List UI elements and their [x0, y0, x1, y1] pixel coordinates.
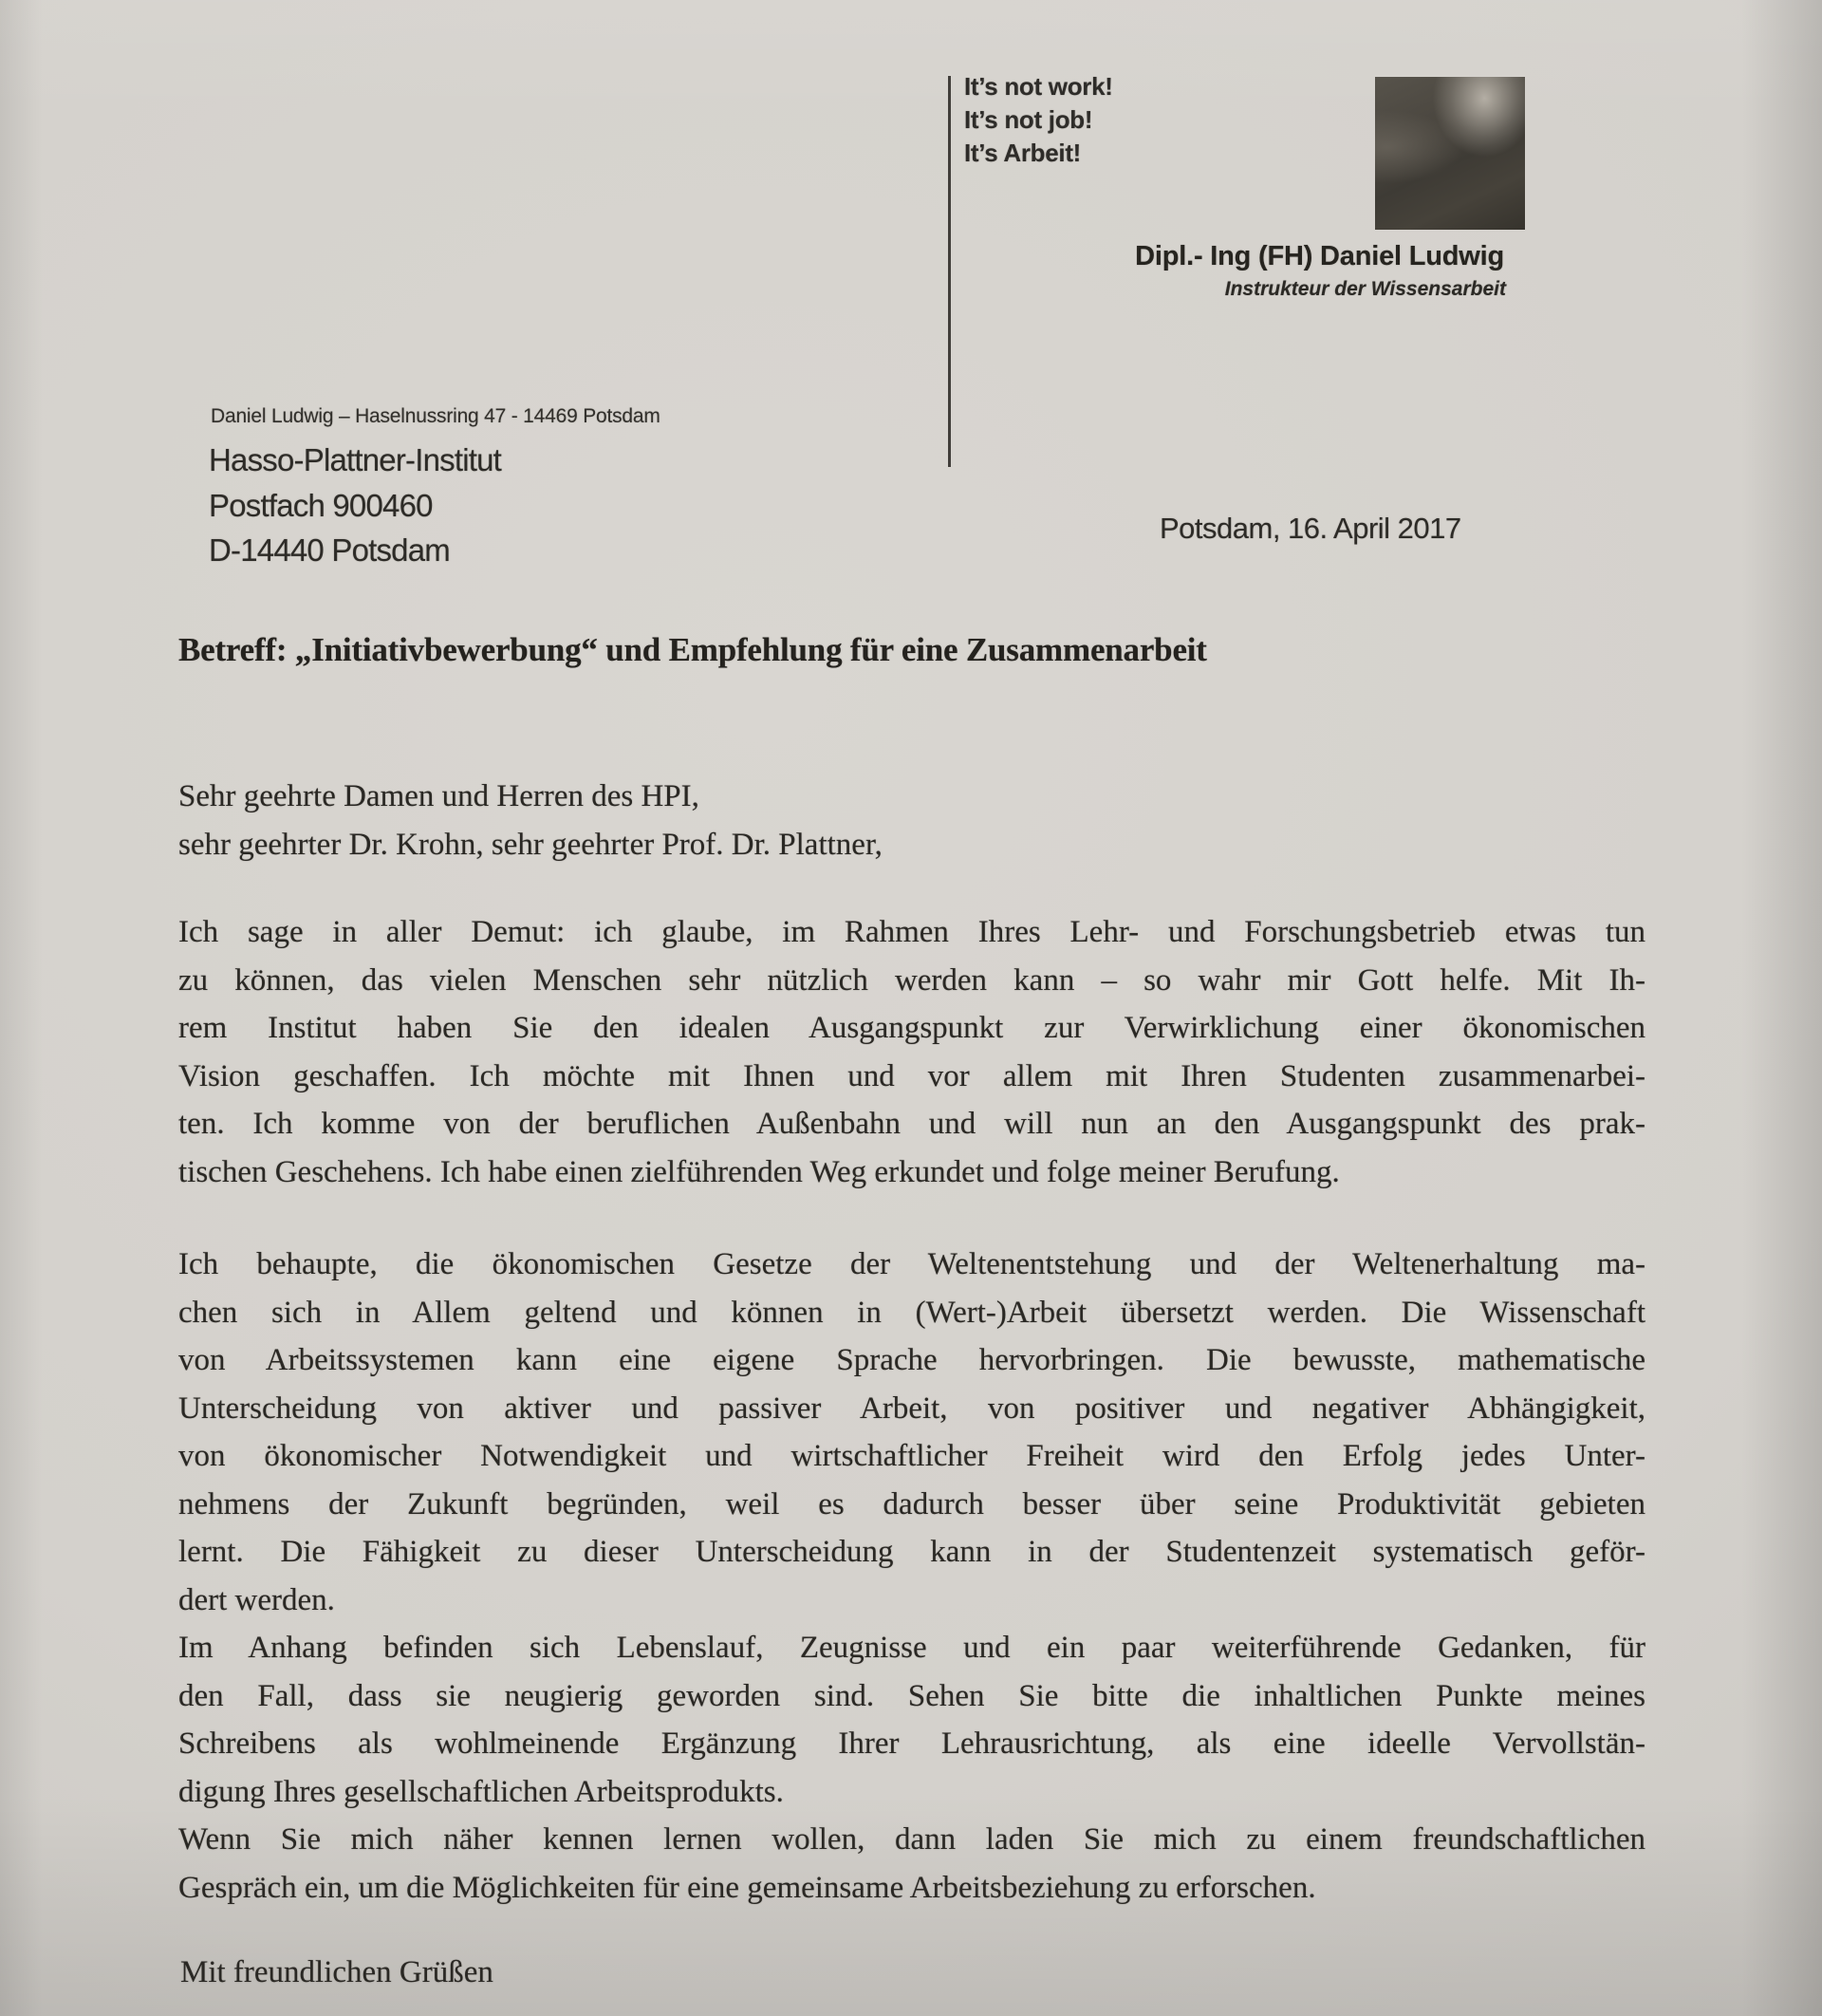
body-line: Gespräch ein, um die Möglichkeiten für eine gemeinsame Arbeitsbeziehung zu erforschen.	[178, 1870, 1316, 1905]
body-line: Unterscheidung von aktiver und passiver Arbeit, von positiver und negativer Abhängigkeit,	[178, 1391, 1645, 1426]
closing-line: Mit freundlichen Grüßen	[180, 1955, 493, 1989]
body-paragraph-1	[178, 908, 1645, 1196]
salutation	[178, 773, 1645, 868]
body-line: lernt. Die Fähigkeit zu dieser Unterscheidung kann in der Studentenzeit systematisch geför-	[178, 1535, 1645, 1569]
body-line: digung Ihres gesellschaftlichen Arbeitsprodukts.	[178, 1774, 784, 1809]
body-line: Vision geschaffen. Ich möchte mit Ihnen und vor allem mit Ihren Studenten zusammenarbei-	[178, 1058, 1645, 1093]
body-line: dert werden.	[178, 1582, 335, 1617]
body-line: zu können, das vielen Menschen sehr nützlich werden kann – so wahr mir Gott helfe. Mit Ih-	[178, 962, 1645, 998]
salutation-line: Sehr geehrte Damen und Herren des HPI,	[178, 779, 699, 813]
slogan-line: It’s not work!	[964, 72, 1113, 101]
body-line: tischen Geschehens. Ich habe einen zielführenden Weg erkundet und folge meiner Berufung.	[178, 1154, 1340, 1189]
body-line: Schreibens als wohlmeinende Ergänzung Ihrer Lehrausrichtung, als eine ideelle Vervollstän-	[178, 1727, 1645, 1761]
slogan-line: It’s Arbeit!	[964, 139, 1082, 167]
body-paragraph-2	[178, 1241, 1645, 1912]
body-line: Wenn Sie mich näher kennen lernen wollen, dann laden Sie mich zu einem freundschaftlichen	[178, 1822, 1645, 1857]
recipient-address-line: Hasso-Plattner-Institut	[209, 442, 502, 477]
body-line: Ich behaupte, die ökonomischen Gesetze der Weltenentstehung und der Weltenerhaltung ma-	[178, 1247, 1645, 1281]
letterhead-name: Dipl.- Ing (FH) Daniel Ludwig	[1135, 241, 1504, 271]
body-line: nehmens der Zukunft begründen, weil es dadurch besser über seine Produktivität gebieten	[178, 1486, 1645, 1521]
body-line: Im Anhang befinden sich Lebenslauf, Zeugnisse und ein paar weiterführende Gedanken, für	[178, 1631, 1645, 1665]
recipient-address	[209, 438, 501, 573]
body-line: von Arbeitssystemen kann eine eigene Sprache hervorbringen. Die bewusste, mathematische	[178, 1343, 1645, 1377]
body-line: Ich sage in aller Demut: ich glaube, im Rahmen Ihres Lehr- und Forschungsbetrieb etwas tun	[178, 915, 1645, 949]
slogan-line: It’s not job!	[964, 105, 1093, 134]
letterhead-slogan	[964, 70, 1113, 170]
salutation-line: sehr geehrter Dr. Krohn, sehr geehrter Prof. Dr. Plattner,	[178, 827, 883, 862]
portrait-photo-logo	[1375, 77, 1525, 230]
body-line: den Fall, dass sie neugierig geworden sind. Sehen Sie bitte die inhaltlichen Punkte meines	[178, 1678, 1645, 1713]
body-line: ten. Ich komme von der beruflichen Außenbahn und will nun an den Ausgangspunkt des prak-	[178, 1107, 1645, 1141]
body-line: chen sich in Allem geltend und können in (Wert-)Arbeit übersetzt werden. Die Wissenschaft	[178, 1295, 1645, 1330]
sender-return-address: Daniel Ludwig – Haselnussring 47 - 14469 Potsdam	[211, 405, 660, 427]
body-line: von ökonomischer Notwendigkeit und wirtschaftlicher Freiheit wird den Erfolg jedes Unter-	[178, 1439, 1645, 1473]
letterhead-divider	[948, 76, 951, 467]
date-line: Potsdam, 16. April 2017	[1160, 512, 1461, 545]
body-line: rem Institut haben Sie den idealen Ausgangspunkt zur Verwirklichung einer ökonomischen	[178, 1011, 1645, 1045]
recipient-address-line: Postfach 900460	[209, 487, 433, 523]
subject-line: Betreff: „Initiativbewerbung“ und Empfehlung für eine Zusammenarbeit	[178, 631, 1207, 668]
letterhead-title: Instrukteur der Wissensarbeit	[1224, 278, 1506, 300]
recipient-address-line: D-14440 Potsdam	[209, 532, 450, 568]
